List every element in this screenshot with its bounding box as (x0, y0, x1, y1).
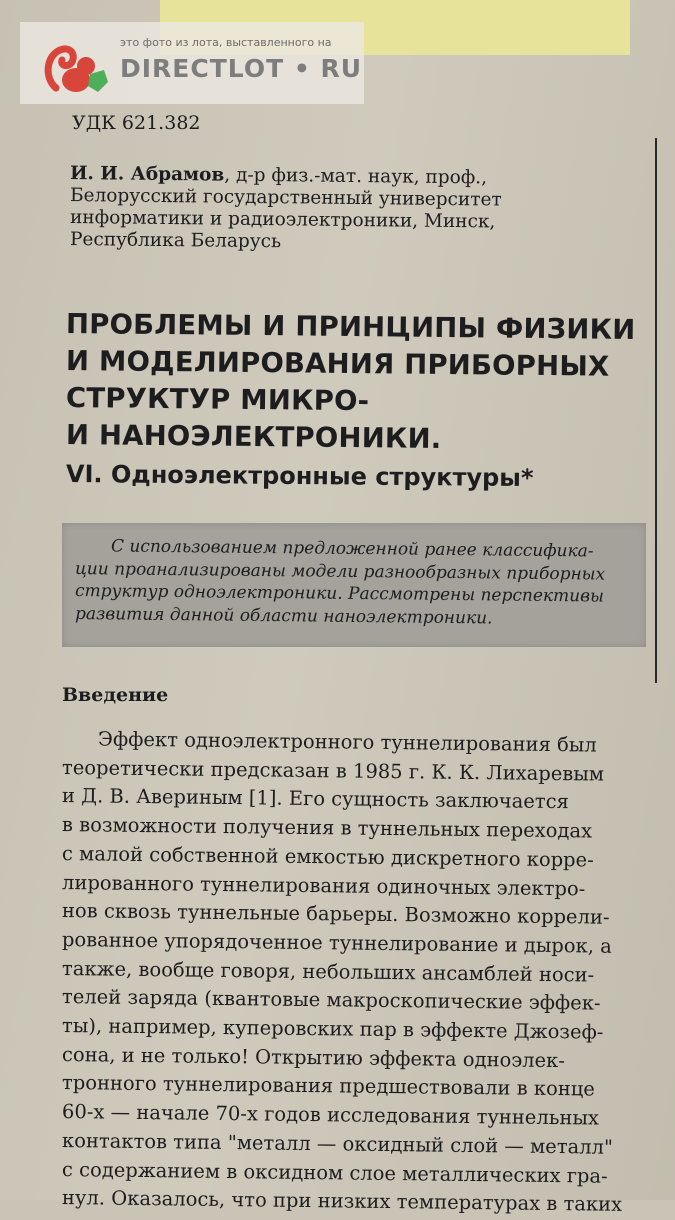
abstract-line: развития данной области наноэлектроники. (74, 603, 493, 628)
watermark-caption: это фото из лота, выставленного на (120, 36, 332, 49)
article-subtitle: VI. Одноэлектронные структуры* (65, 460, 534, 493)
body-line: телей заряда (квантовые макроскопические эффек- (61, 985, 601, 1015)
body-line: также, вообще говоря, небольших ансамблей носи- (61, 956, 595, 987)
abstract (74, 535, 640, 628)
body-line: сона, и не только! Открытию эффекта одноэлек- (61, 1042, 566, 1072)
body-line: рованное упорядоченное туннелирование и дырок, а (61, 927, 612, 958)
body-line: лированного туннелирования одиночных электро- (61, 870, 586, 900)
body-line: Эффект одноэлектронного туннелирования был (97, 727, 597, 757)
squirrel-logo-icon (42, 38, 112, 98)
abstract-line: ции проанализированы модели разнообразных приборных (74, 558, 606, 585)
title-line: И НАНОЭЛЕКТРОНИКИ. (65, 419, 442, 455)
section-heading: Введение (62, 684, 169, 706)
watermark-brand: DIRECTLOT • RU (120, 54, 363, 83)
author-name: И. И. Абрамов (69, 163, 225, 186)
body-line: теоретически предсказан в 1985 г. К. К. Лихаревым (61, 755, 605, 786)
author-affiliation-line: Республика Беларусь (69, 229, 282, 253)
title-line: СТРУКТУР МИКРО- (65, 382, 370, 418)
body-line: с малой собственной емкостью дискретного корре- (61, 841, 594, 872)
author-block (70, 163, 630, 251)
abstract-line: структур одноэлектроники. Рассмотрены перспективы (74, 581, 605, 607)
body-line: тронного туннелирования предшествовали в конце (61, 1071, 596, 1101)
title-line: ПРОБЛЕМЫ И ПРИНЦИПЫ ФИЗИКИ (65, 308, 636, 346)
body-line: 60-х — начале 70-х годов исследования туннельных (61, 1100, 600, 1130)
title-line: И МОДЕЛИРОВАНИЯ ПРИБОРНЫХ (65, 345, 610, 383)
body-line: с содержанием в оксидном слое металлических гра- (61, 1157, 608, 1188)
body-line: нул. Оказалось, что при низких температурах в таких (61, 1186, 623, 1217)
body-line: в возможности получения в туннельных переходах (61, 813, 593, 843)
udc-code: УДК 621.382 (72, 112, 201, 134)
body-line: нов сквозь туннельные барьеры. Возможно коррели- (61, 899, 610, 929)
body-line: и Д. В. Авериным [1]. Его сущность заключается (61, 784, 570, 814)
body-paragraph (61, 725, 662, 1217)
article-title (66, 306, 656, 454)
abstract-line: С использованием предложенной ранее классифика- (110, 536, 594, 562)
author-affiliation-line: Белорусский государственный университет (69, 185, 502, 211)
watermark-banner (20, 22, 364, 104)
author-affiliation-line: информатики и радиоэлектроники, Минск, (69, 207, 496, 233)
author-credentials: , д-р физ.-мат. наук, проф., (224, 164, 488, 189)
body-line: контактов типа "металл — оксидный слой — металл" (61, 1128, 614, 1159)
body-line: ты), например, куперовских пар в эффекте Джозеф- (61, 1014, 604, 1044)
